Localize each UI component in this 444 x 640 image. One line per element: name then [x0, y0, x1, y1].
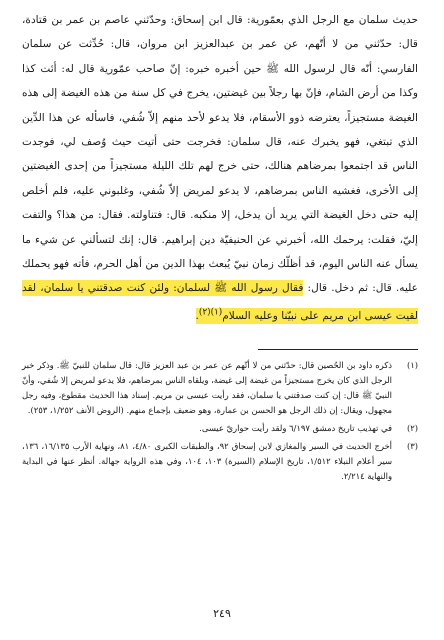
paragraph-body: حديث سلمان مع الرجل الذي بعمّورية: قال ابن إسحاق: وحدّثني عاصم بن عمر بن قتادة، قال: حدّثني من لا أتّهم، عن عمر بن عبدالعزيز ابن مروان، قال: حُدِّثت عن سلمان الفارسي: أنّه قال لرسول الله ﷺ حين أخبره خبره: إنّ صاحب عمّورية قال له: أئت كذا وكذا من أرض الشام، فإنّ بها رجلاً بين غيضتين، يخرج في كل سنة من هذه الغيضة إلى هذه الغيضة مستجيزاً، يعترضه ذوو الأسقام، فلا يدعو لأحد منهم إلاّ شُفي، فاسأله عن هذا الدِّين الذي تبتغي، فهو يخبرك عنه، قال سلمان: فخرجت حتى أتيت حيث وُصف لي، فوجدت الناس قد اجتمعوا بمرضاهم هنالك، حتى خرج لهم تلك الليلة مستجيزاً من إحدى الغيضتين إلى الأخرى، فغشيه الناس بمرضاهم، لا يدعو لمريض إلاّ شُفي، وغلبوني عليه، فلم أخلص إليه حتى دخل الغيضة التي يريد أن يدخل، إلا منكبه. قال: فتناولته. فقال: من هذا؟ والتفت إليّ، فقلت: يرحمك الله، أخبرني عن الحنيفيّة دين إبراهيم. قال: إنك لتسألني عن شيء ما يسأل عنه الناس اليوم، قد أظلّك زمان نبيّ يُبعث بهذا الدين من أهل الحرم، فأته فهو يحملك عليه. قال: ثم دخل. [22, 14, 418, 295]
footnote-ref-2: (٢) [198, 307, 211, 318]
footnote-2 [22, 421, 418, 436]
footnotes [22, 358, 418, 484]
footnote-1 [22, 358, 418, 418]
footnote-text: أخرج الحديث في السير والمغازي لابن إسحاق ٩٢، والطبقات الكبرى ٤/٨٠، ٨١، ونهاية الأرب ١٦/١٣٥، ١٣٦، سير أعلام النبلاء ١/٥١٢، تاريخ الإسلام (السيرة) ١٠٣، ١٠٤، وفي هذه الرواية جهالة. أنظر عنها في البداية والنهاية ٢/٢١٤. [22, 440, 392, 481]
page-number: ٢٤٩ [213, 607, 231, 620]
highlight-lead: قال: [307, 282, 328, 295]
footnote-separator [258, 349, 418, 350]
main-paragraph [22, 8, 418, 329]
footnote-text: في تهذيب تاريخ دمشق ٦/١٩٧ ولقد رأيت حواريّ عيسى. [199, 422, 392, 433]
footnote-number: (٣) [406, 440, 418, 451]
highlighted-text: فقال رسول الله ﷺ لسلمان: ولئن كنت صدقتني يا سلمان، لقد لقيت عيسى ابن مريم على نبيّنا وعليه السلام [22, 282, 418, 323]
footnote-text: ذكره داود بن الحُصين قال: حدّثني من لا أتّهم عن عمر بن عبد العزيز قال: قال سلمان للنبيّ ﷺ. وذكر خبر الرجل الذي كان يخرج مستجيزاً من غيضة إلى غيضة، ويلقاه الناس بمرضاهم، فلا يدعو لمريض إلا شُفي، وأنّ النبيّ ﷺ قال: إن كنت صدقتني يا سلمان، فقد رأيت عيسى بن مريم. إسناد هذا الحديث مقطوع، وفيه رجل مجهول، ويقال: إن ذلك الرجل هو الحسن بن عمارة، وهو ضعيف بإجماع منهم. (الروض الأنف ١/٢٥٢، ٢٥٣). [22, 359, 392, 415]
footnote-ref-1: (١) [210, 307, 223, 318]
footnote-number: (٢) [406, 422, 418, 433]
footnote-number: (١) [406, 359, 418, 370]
main-text [22, 8, 418, 329]
footnote-3 [22, 439, 418, 484]
highlighted-passage: فقال رسول الله ﷺ لسلمان: ولئن كنت صدقتني يا سلمان، لقد لقيت عيسى ابن مريم على نبيّنا وعليه السلام$^{(١)(٢)}$. [22, 282, 418, 323]
